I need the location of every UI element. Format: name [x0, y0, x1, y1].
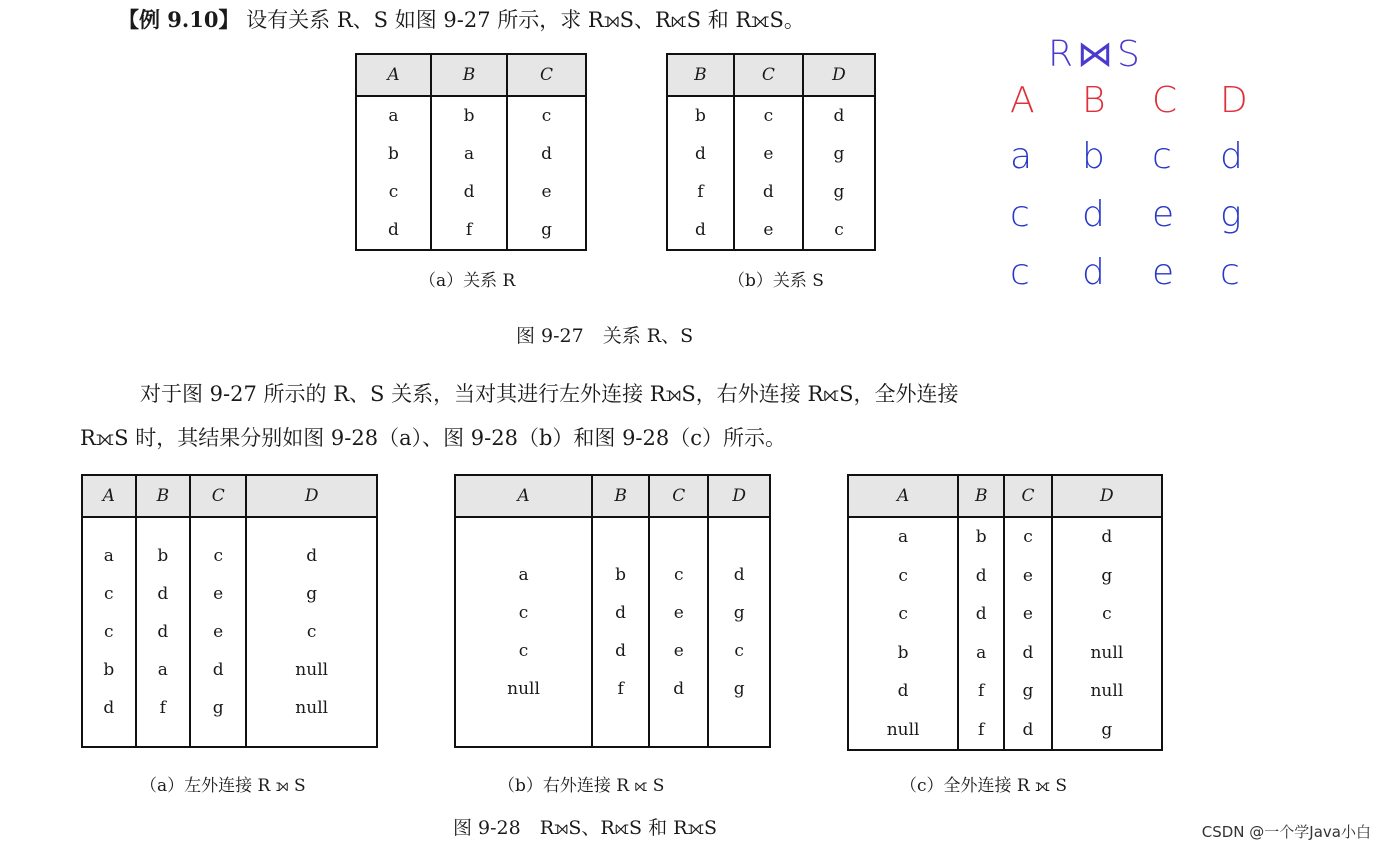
csdn-watermark: CSDN @一个学Java小白 — [1201, 823, 1371, 841]
column-values-a — [455, 517, 592, 747]
column-header-b: B — [136, 475, 190, 517]
cell-value: c — [1023, 527, 1033, 547]
column-header-c: C — [190, 475, 246, 517]
cell-value: a — [388, 106, 399, 126]
handwritten-cell: b — [1082, 136, 1105, 177]
handwritten-header-a: A — [1010, 80, 1035, 121]
column-values-c — [734, 96, 803, 250]
right-outer-join-table — [454, 474, 771, 748]
cell-value: f — [697, 182, 704, 202]
cell-value: c — [673, 565, 684, 585]
cell-value: a — [157, 660, 168, 680]
cell-value: c — [898, 565, 908, 586]
cell-value: f — [465, 220, 473, 240]
cell-value: d — [833, 106, 845, 126]
cell-value: g — [212, 698, 224, 718]
cell-value: d — [388, 220, 399, 240]
full-outer-join-table — [847, 474, 1163, 751]
right-outer-join-caption: （b）右外连接 R ⟖ S — [498, 776, 665, 796]
handwritten-cell: a — [1010, 136, 1033, 177]
cell-value: d — [1022, 642, 1034, 663]
cell-value: f — [978, 681, 985, 701]
paragraph-line-2: R⟗S 时，其结果分别如图 9-28（a）、图 9-28（b）和图 9-28（c）所示。 — [80, 426, 787, 450]
cell-value: d — [1022, 719, 1034, 740]
cell-value: c — [306, 622, 317, 642]
column-header-a: A — [455, 475, 592, 517]
column-values-a — [848, 517, 958, 750]
example-number: 【例 9.10】 — [118, 7, 240, 32]
column-header-c: C — [507, 54, 586, 96]
cell-value: c — [104, 584, 114, 604]
column-values-a — [82, 517, 136, 747]
cell-value: d — [673, 679, 685, 699]
cell-value: g — [833, 182, 845, 202]
cell-value: g — [306, 584, 318, 604]
cell-value: d — [212, 660, 224, 680]
cell-value: null — [295, 698, 329, 718]
handwritten-header-c: C — [1152, 80, 1178, 121]
paragraph-line-1: 对于图 9-27 所示的 R、S 关系，当对其进行左外连接 R⟕S，右外连接 R⟖S，全外连接 — [140, 382, 959, 406]
cell-value: d — [975, 565, 987, 586]
column-header-d: D — [1052, 475, 1162, 517]
cell-value: null — [886, 719, 920, 740]
column-header-b: B — [431, 54, 507, 96]
cell-value: d — [762, 182, 774, 202]
column-values-d — [1052, 517, 1162, 750]
cell-value: c — [734, 641, 744, 661]
cell-value: b — [463, 106, 475, 126]
cell-value: a — [103, 546, 114, 566]
cell-value: g — [1022, 681, 1034, 701]
handwritten-cell: d — [1082, 194, 1105, 235]
column-values-d — [708, 517, 770, 747]
cell-value: f — [978, 719, 985, 740]
cell-value: e — [673, 603, 684, 623]
relation-r-table — [355, 53, 587, 251]
cell-value: d — [615, 603, 627, 623]
cell-value: d — [897, 681, 909, 701]
column-header-d: D — [708, 475, 770, 517]
cell-value: d — [975, 604, 987, 624]
handwritten-cell: d — [1082, 252, 1105, 293]
handwritten-join-result — [1010, 80, 1270, 300]
handwritten-title: R⋈S — [1048, 34, 1144, 75]
column-header-c: C — [1004, 475, 1052, 517]
handwritten-cell: e — [1152, 194, 1175, 235]
cell-value: c — [213, 546, 223, 566]
handwritten-header-b: B — [1082, 80, 1106, 121]
cell-value: c — [898, 604, 908, 624]
column-header-a: A — [82, 475, 136, 517]
column-header-c: C — [649, 475, 708, 517]
column-header-b: B — [592, 475, 649, 517]
handwritten-cell: c — [1220, 252, 1240, 293]
cell-value: e — [1022, 604, 1033, 624]
cell-value: d — [541, 144, 552, 164]
column-values-b — [431, 96, 507, 250]
cell-value: b — [975, 527, 987, 547]
handwritten-cell: c — [1152, 136, 1172, 177]
relation-s-caption: （b）关系 S — [728, 271, 824, 291]
column-header-a: A — [356, 54, 431, 96]
cell-value: g — [541, 220, 552, 240]
column-values-d — [803, 96, 875, 250]
left-outer-join-table — [81, 474, 378, 748]
cell-value: a — [518, 565, 529, 585]
handwritten-cell: e — [1152, 252, 1175, 293]
cell-value: b — [694, 106, 706, 126]
cell-value: f — [159, 698, 166, 718]
cell-value: null — [507, 679, 540, 699]
cell-value: d — [694, 144, 706, 164]
cell-value: g — [833, 144, 845, 164]
cell-value: e — [541, 182, 552, 202]
column-header-d: D — [246, 475, 377, 517]
cell-value: b — [157, 546, 169, 566]
column-values-b — [592, 517, 649, 747]
column-values-c — [1004, 517, 1052, 750]
cell-value: c — [104, 622, 114, 642]
cell-value: c — [541, 106, 552, 126]
column-header-d: D — [803, 54, 875, 96]
cell-value: f — [617, 679, 624, 699]
cell-value: d — [463, 182, 475, 202]
cell-value: e — [763, 144, 774, 164]
handwritten-cell: c — [1010, 252, 1030, 293]
column-values-c — [507, 96, 586, 250]
cell-value: e — [1022, 565, 1033, 586]
relation-s-table — [666, 53, 876, 251]
cell-value: e — [213, 584, 224, 604]
cell-value: c — [763, 106, 774, 126]
cell-value: b — [897, 642, 909, 663]
cell-value: c — [1102, 604, 1112, 624]
cell-value: d — [615, 641, 627, 661]
column-header-b: B — [958, 475, 1004, 517]
handwritten-header-d: D — [1220, 80, 1248, 121]
cell-value: null — [1090, 681, 1124, 701]
column-values-d — [246, 517, 377, 747]
cell-value: d — [103, 698, 115, 718]
left-outer-join-caption: （a）左外连接 R ⟕ S — [140, 776, 306, 796]
column-values-c — [190, 517, 246, 747]
column-header-a: A — [848, 475, 958, 517]
cell-value: e — [213, 622, 224, 642]
column-values-a — [356, 96, 431, 250]
cell-value: null — [1090, 642, 1124, 663]
cell-value: null — [295, 660, 329, 680]
handwritten-cell: d — [1220, 136, 1243, 177]
relation-r-caption: （a）关系 R — [419, 271, 516, 291]
figure-9-28-caption: 图 9-28 R⟕S、R⟖S 和 R⟗S — [453, 817, 718, 839]
cell-value: a — [463, 144, 475, 164]
cell-value: d — [1101, 527, 1113, 547]
column-header-c: C — [734, 54, 803, 96]
column-values-b — [958, 517, 1004, 750]
cell-value: b — [615, 565, 627, 585]
cell-value: e — [673, 641, 684, 661]
cell-value: c — [518, 641, 529, 661]
column-header-b: B — [667, 54, 734, 96]
full-outer-join-caption: （c）全外连接 R ⟗ S — [900, 776, 1068, 796]
column-values-b — [667, 96, 734, 250]
cell-value: d — [157, 584, 169, 604]
cell-value: b — [103, 660, 115, 680]
column-values-b — [136, 517, 190, 747]
example-title — [118, 4, 805, 34]
cell-value: c — [518, 603, 529, 623]
handwritten-cell: g — [1220, 194, 1242, 235]
cell-value: d — [157, 622, 169, 642]
figure-9-27-caption: 图 9-27 关系 R、S — [516, 325, 694, 347]
cell-value: d — [733, 565, 745, 585]
cell-value: c — [388, 182, 399, 202]
cell-value: a — [898, 527, 909, 547]
cell-value: g — [733, 603, 745, 623]
cell-value: a — [976, 642, 987, 663]
handwritten-cell: c — [1010, 194, 1030, 235]
cell-value: d — [694, 220, 706, 240]
cell-value: g — [733, 679, 745, 699]
cell-value: g — [1101, 565, 1113, 586]
cell-value: c — [834, 220, 844, 240]
cell-value: b — [388, 144, 399, 164]
cell-value: e — [763, 220, 774, 240]
cell-value: g — [1101, 719, 1113, 740]
example-text: 设有关系 R、S 如图 9-27 所示，求 R⟕S、R⟖S 和 R⟗S。 — [246, 8, 805, 32]
cell-value: d — [306, 546, 318, 566]
column-values-c — [649, 517, 708, 747]
